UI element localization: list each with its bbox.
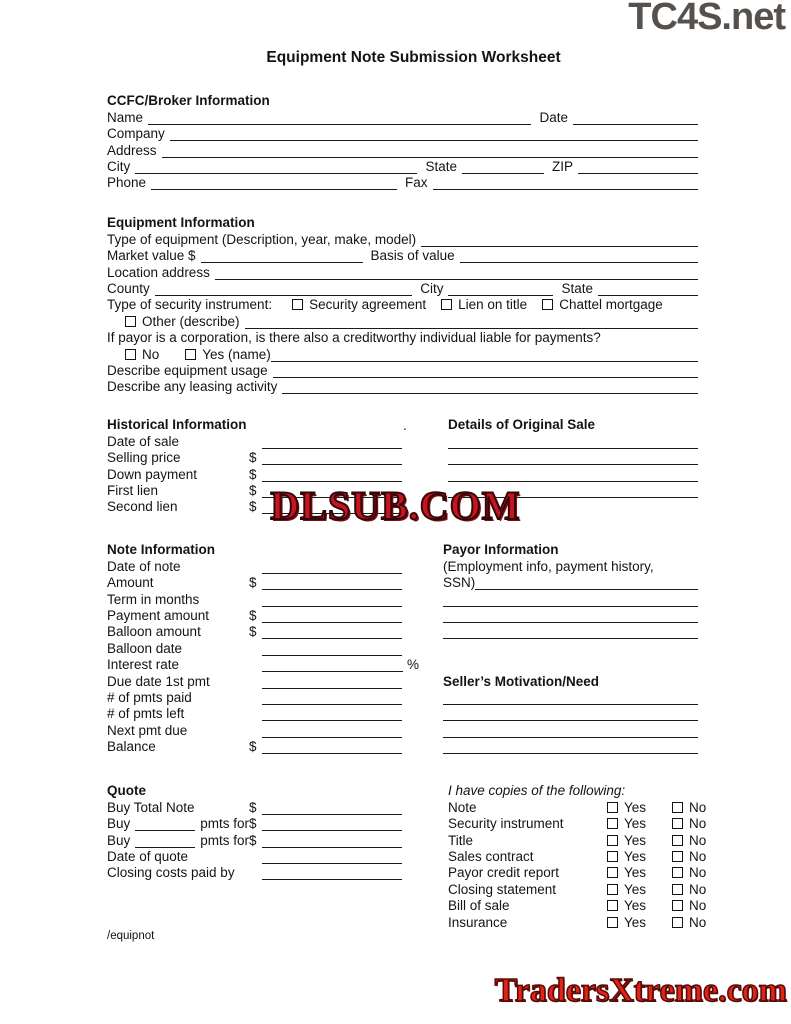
equipment-state-input-line[interactable] — [598, 283, 698, 296]
dollar-sign: $ — [249, 739, 257, 755]
first-lien-label: First lien — [107, 482, 159, 498]
name-input-line[interactable] — [148, 112, 531, 125]
original-sale-line-row — [448, 465, 698, 481]
seller-line-row — [443, 705, 698, 721]
security-agreement-label: Security agreement — [309, 297, 427, 313]
chattel-mortgage-option — [542, 297, 663, 312]
yes-checkbox[interactable] — [607, 884, 618, 895]
lien-on-title-label: Lien on title — [458, 297, 528, 313]
due-date-row — [107, 672, 402, 688]
copies-row-title — [448, 831, 708, 847]
buy-total-note-label: Buy Total Note — [107, 799, 195, 815]
yes-label: Yes — [624, 816, 647, 832]
date-of-sale-label: Date of sale — [107, 433, 180, 449]
state-label: State — [425, 158, 457, 174]
spacer-row — [443, 656, 698, 672]
chattel-mortgage-label: Chattel mortgage — [559, 297, 663, 313]
balloon-amount-input-line[interactable] — [262, 626, 402, 639]
due-date-label: Due date 1st pmt — [107, 673, 210, 689]
company-label: Company — [107, 126, 165, 142]
date-of-sale-row — [107, 432, 402, 448]
dlsub-watermark: DLSUB.COM — [270, 483, 521, 528]
separator-dot: . — [403, 418, 407, 433]
yes-option — [185, 347, 271, 362]
pmts-for-label: pmts for — [200, 816, 249, 832]
spacer-row — [443, 639, 698, 655]
copy-item-label: Closing statement — [448, 881, 557, 897]
dollar-sign: $ — [249, 499, 257, 515]
yes-checkbox[interactable] — [607, 835, 618, 846]
date-of-quote-label: Date of quote — [107, 848, 189, 864]
no-checkbox[interactable] — [672, 818, 683, 829]
no-label: No — [689, 914, 707, 930]
payment-amount-label: Payment amount — [107, 607, 210, 623]
payment-amount-input-line[interactable] — [262, 610, 402, 623]
term-in-months-row — [107, 590, 402, 606]
no-option — [672, 915, 706, 930]
balance-input-line[interactable] — [262, 741, 402, 754]
dollar-sign: $ — [249, 575, 257, 591]
lien-on-title-option — [441, 297, 527, 312]
no-option — [672, 833, 706, 848]
no-checkbox[interactable] — [125, 349, 136, 360]
date-input-line[interactable] — [573, 112, 698, 125]
ssn-label: SSN) — [443, 575, 476, 591]
state-input-line[interactable] — [462, 161, 544, 174]
copy-item-label: Sales contract — [448, 848, 534, 864]
yes-name-label: Yes (name) — [202, 346, 271, 362]
payment-amount-row — [107, 607, 402, 623]
selling-price-row — [107, 449, 402, 465]
other-describe-row — [107, 312, 698, 328]
no-label: No — [689, 832, 707, 848]
dollar-sign: $ — [249, 450, 257, 466]
location-address-row — [107, 263, 698, 279]
copies-row-insurance — [448, 913, 708, 929]
payor-input-line[interactable] — [443, 626, 698, 639]
seller-input-line[interactable] — [443, 725, 698, 738]
no-label: No — [689, 799, 707, 815]
no-option — [672, 865, 706, 880]
no-option — [672, 882, 706, 897]
chattel-mortgage-checkbox[interactable] — [542, 299, 553, 310]
pmts-left-input-line[interactable] — [262, 708, 402, 721]
yes-option — [607, 833, 672, 848]
yes-option — [607, 800, 672, 815]
term-in-months-label: Term in months — [107, 591, 200, 607]
zip-input-line[interactable] — [578, 161, 698, 174]
yes-label: Yes — [624, 799, 647, 815]
fax-input-line[interactable] — [433, 177, 698, 190]
broker-section — [107, 92, 698, 190]
no-option — [672, 816, 706, 831]
balloon-date-input-line[interactable] — [262, 643, 402, 656]
no-label: No — [142, 346, 160, 362]
closing-costs-label: Closing costs paid by — [107, 865, 235, 881]
next-pmt-due-input-line[interactable] — [262, 725, 402, 738]
date-label: Date — [539, 109, 568, 125]
yes-label: Yes — [624, 898, 647, 914]
payor-heading: Payor Information — [443, 542, 559, 558]
pmts-left-row — [107, 705, 402, 721]
payor-input-line[interactable] — [443, 594, 698, 607]
closing-costs-row — [107, 864, 402, 880]
other-checkbox[interactable] — [125, 316, 136, 327]
yes-checkbox[interactable] — [185, 349, 196, 360]
form-code: /equipnot — [107, 930, 155, 942]
yes-checkbox[interactable] — [607, 917, 618, 928]
dollar-sign: $ — [249, 607, 257, 623]
no-checkbox[interactable] — [672, 802, 683, 813]
security-instrument-label: Type of security instrument: — [107, 297, 273, 313]
closing-costs-input-line[interactable] — [262, 867, 402, 880]
buy-pmts-row — [107, 815, 402, 831]
payor-input-line[interactable] — [443, 610, 698, 623]
original-sale-input-line[interactable] — [448, 452, 698, 465]
seller-input-line[interactable] — [443, 708, 698, 721]
buy-label: Buy — [107, 832, 131, 848]
company-row — [107, 125, 698, 141]
quote-column — [107, 782, 402, 880]
equipment-usage-label: Describe equipment usage — [107, 362, 268, 378]
copy-item-label: Note — [448, 799, 477, 815]
down-payment-row — [107, 465, 402, 481]
date-of-note-label: Date of note — [107, 558, 181, 574]
amount-input-line[interactable] — [262, 577, 402, 590]
date-of-quote-input-line[interactable] — [262, 851, 402, 864]
seller-line-row — [443, 738, 698, 754]
leasing-activity-input-line[interactable] — [282, 381, 698, 394]
yes-label: Yes — [624, 881, 647, 897]
equipment-usage-row — [107, 362, 698, 378]
copy-item-label: Title — [448, 832, 474, 848]
original-sale-heading: Details of Original Sale — [448, 417, 596, 433]
no-label: No — [689, 881, 707, 897]
city-input-line[interactable] — [135, 161, 417, 174]
city-label: City — [107, 158, 131, 174]
equipment-usage-input-line[interactable] — [273, 365, 698, 378]
second-lien-label: Second lien — [107, 499, 178, 515]
yes-label: Yes — [624, 865, 647, 881]
buy-total-note-input-line[interactable] — [262, 802, 402, 815]
equipment-section — [107, 214, 698, 394]
buy-pmts-row — [107, 831, 402, 847]
no-checkbox[interactable] — [672, 867, 683, 878]
county-label: County — [107, 280, 150, 296]
no-checkbox[interactable] — [672, 835, 683, 846]
seller-input-line[interactable] — [443, 741, 698, 754]
yes-option — [607, 915, 672, 930]
fax-label: Fax — [405, 175, 428, 191]
no-label: No — [689, 848, 707, 864]
seller-line-row — [443, 689, 698, 705]
copies-row-note — [448, 798, 708, 814]
buy-count-input-line[interactable] — [135, 835, 195, 848]
date-of-quote-row — [107, 848, 402, 864]
date-of-note-row — [107, 557, 402, 573]
copy-item-label: Bill of sale — [448, 898, 510, 914]
phone-label: Phone — [107, 175, 147, 191]
market-value-row — [107, 247, 698, 263]
balloon-date-row — [107, 639, 402, 655]
equipment-type-input-line[interactable] — [421, 234, 698, 247]
dollar-sign: $ — [249, 799, 257, 815]
buy-pmts-amount-input-line[interactable] — [262, 818, 402, 831]
balance-row — [107, 738, 402, 754]
seller-motivation-heading: Seller’s Motivation/Need — [443, 673, 600, 689]
buy-pmts-label-group — [107, 833, 249, 848]
pmts-paid-input-line[interactable] — [262, 692, 402, 705]
location-address-input-line[interactable] — [215, 267, 698, 280]
buy-pmts-label-group — [107, 816, 249, 831]
copies-heading: I have copies of the following: — [448, 783, 626, 799]
ssn-row — [443, 574, 698, 590]
corporation-question-row — [107, 329, 698, 345]
buy-pmts-amount-input-line[interactable] — [262, 835, 402, 848]
no-label: No — [689, 898, 707, 914]
no-option — [672, 849, 706, 864]
selling-price-input-line[interactable] — [262, 452, 402, 465]
other-describe-input-line[interactable] — [245, 316, 698, 329]
no-option — [672, 800, 706, 815]
copies-row-security-instrument — [448, 815, 708, 831]
no-checkbox[interactable] — [672, 884, 683, 895]
other-describe-label: Other (describe) — [142, 313, 240, 329]
phone-fax-row — [107, 174, 698, 190]
ssn-input-line[interactable] — [475, 577, 698, 590]
percent-label: % — [406, 657, 419, 673]
balance-label: Balance — [107, 739, 156, 755]
equipment-city-input-line[interactable] — [448, 283, 553, 296]
amount-label: Amount — [107, 575, 154, 591]
original-sale-input-line[interactable] — [448, 469, 698, 482]
yes-option — [607, 865, 672, 880]
pmts-paid-label: # of pmts paid — [107, 689, 192, 705]
no-option — [672, 898, 706, 913]
payor-note-text: (Employment info, payment history, — [443, 558, 654, 574]
basis-of-value-input-line[interactable] — [460, 250, 698, 263]
security-agreement-option — [292, 297, 426, 312]
copy-item-label: Security instrument — [448, 816, 564, 832]
copies-column — [448, 782, 708, 930]
note-column — [107, 541, 419, 755]
payor-line-row — [443, 607, 698, 623]
buy-total-note-row — [107, 798, 402, 814]
dollar-sign: $ — [249, 832, 257, 848]
address-label: Address — [107, 142, 157, 158]
lien-on-title-checkbox[interactable] — [441, 299, 452, 310]
tradersxtreme-watermark: TradersXtreme.com — [494, 972, 787, 1009]
yes-checkbox[interactable] — [607, 867, 618, 878]
balloon-date-label: Balloon date — [107, 640, 183, 656]
buy-label: Buy — [107, 816, 131, 832]
county-input-line[interactable] — [155, 283, 412, 296]
balloon-amount-row — [107, 623, 402, 639]
equipment-heading: Equipment Information — [107, 215, 255, 231]
yes-option — [607, 898, 672, 913]
pmts-for-label: pmts for — [200, 832, 249, 848]
broker-heading: CCFC/Broker Information — [107, 93, 270, 109]
no-label: No — [689, 816, 707, 832]
interest-rate-row — [107, 656, 419, 672]
buy-count-input-line[interactable] — [135, 818, 195, 831]
seller-input-line[interactable] — [443, 692, 698, 705]
name-date-row — [107, 108, 698, 124]
original-sale-line-row — [448, 432, 698, 448]
yes-checkbox[interactable] — [607, 818, 618, 829]
historical-heading: Historical Information — [107, 417, 247, 433]
copies-row-closing-statement — [448, 880, 708, 896]
pmts-left-label: # of pmts left — [107, 706, 185, 722]
yes-checkbox[interactable] — [607, 900, 618, 911]
interest-rate-label: Interest rate — [107, 657, 180, 673]
down-payment-input-line[interactable] — [262, 469, 402, 482]
equipment-city-label: City — [420, 280, 444, 296]
copy-item-label: Insurance — [448, 914, 508, 930]
market-value-input-line[interactable] — [201, 250, 363, 263]
corporation-question-text: If payor is a corporation, is there also a creditworthy individual liable for payments? — [107, 330, 601, 346]
yes-checkbox[interactable] — [607, 802, 618, 813]
seller-line-row — [443, 721, 698, 737]
address-input-line[interactable] — [162, 145, 698, 158]
county-city-state-row — [107, 280, 698, 296]
city-state-zip-row — [107, 158, 698, 174]
security-agreement-checkbox[interactable] — [292, 299, 303, 310]
dollar-sign: $ — [249, 624, 257, 640]
no-label: No — [689, 865, 707, 881]
quote-heading: Quote — [107, 783, 146, 799]
selling-price-label: Selling price — [107, 450, 181, 466]
equipment-type-row — [107, 230, 698, 246]
original-sale-line-row — [448, 449, 698, 465]
date-of-sale-input-line[interactable] — [262, 436, 402, 449]
equipment-type-label: Type of equipment (Description, year, make, model) — [107, 231, 417, 247]
payor-line-row — [443, 623, 698, 639]
payor-note-row — [443, 557, 698, 573]
yes-label: Yes — [624, 848, 647, 864]
no-checkbox[interactable] — [672, 900, 683, 911]
leasing-activity-row — [107, 378, 698, 394]
payor-column — [443, 541, 698, 754]
no-checkbox[interactable] — [672, 851, 683, 862]
yes-checkbox[interactable] — [607, 851, 618, 862]
company-input-line[interactable] — [170, 128, 698, 141]
dollar-sign: $ — [249, 482, 257, 498]
next-pmt-due-label: Next pmt due — [107, 722, 188, 738]
basis-of-value-label: Basis of value — [370, 248, 455, 264]
equipment-state-label: State — [561, 280, 593, 296]
no-checkbox[interactable] — [672, 917, 683, 928]
original-sale-input-line[interactable] — [448, 436, 698, 449]
zip-label: ZIP — [551, 158, 573, 174]
phone-input-line[interactable] — [151, 177, 397, 190]
copies-row-bill-of-sale — [448, 897, 708, 913]
leasing-activity-label: Describe any leasing activity — [107, 379, 278, 395]
location-address-label: Location address — [107, 264, 210, 280]
payor-line-row — [443, 590, 698, 606]
yes-option — [607, 849, 672, 864]
dollar-sign: $ — [249, 816, 257, 832]
copies-row-payor-credit-report — [448, 864, 708, 880]
yes-option — [607, 882, 672, 897]
security-instrument-row — [107, 296, 698, 312]
yes-option — [607, 816, 672, 831]
yes-label: Yes — [624, 832, 647, 848]
yes-name-input-line[interactable] — [271, 349, 698, 362]
interest-rate-input-line[interactable] — [262, 659, 403, 672]
date-of-note-input-line[interactable] — [262, 561, 402, 574]
address-row — [107, 141, 698, 157]
note-heading: Note Information — [107, 542, 215, 558]
copies-row-sales-contract — [448, 848, 708, 864]
balloon-amount-label: Balloon amount — [107, 624, 201, 640]
down-payment-label: Down payment — [107, 466, 198, 482]
name-label: Name — [107, 109, 144, 125]
yes-label: Yes — [624, 914, 647, 930]
copy-item-label: Payor credit report — [448, 865, 560, 881]
page-title: Equipment Note Submission Worksheet — [266, 49, 561, 66]
tc4s-watermark: TC4S.net — [628, 0, 785, 38]
dollar-sign: $ — [249, 466, 257, 482]
no-yes-row — [107, 345, 698, 361]
term-in-months-input-line[interactable] — [262, 594, 402, 607]
market-value-label: Market value $ — [107, 248, 196, 264]
due-date-input-line[interactable] — [262, 676, 402, 689]
next-pmt-due-row — [107, 721, 402, 737]
pmts-paid-row — [107, 689, 402, 705]
amount-row — [107, 574, 402, 590]
